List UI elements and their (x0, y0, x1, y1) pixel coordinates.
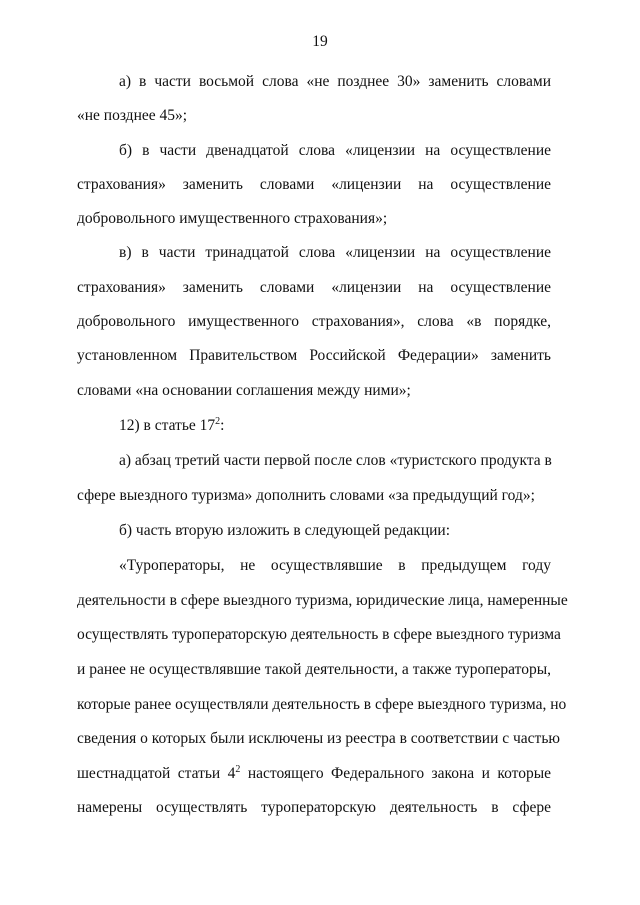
paragraph-b-line-2: страхования» заменить словами «лицензии на осуществление (77, 176, 551, 193)
paragraph-v-line-1: в) в части тринадцатой слова «лицензии на осуществление (119, 244, 551, 261)
item-12-heading (119, 416, 551, 436)
quote-line-6: сведения о которых были исключены из реестра в соответствии с частью (77, 730, 560, 747)
page-number: 19 (312, 33, 328, 50)
quote-line-1: «Туроператоры, не осуществлявшие в предыдущем году (119, 557, 551, 574)
item-12-superscript: 2 (215, 415, 221, 427)
quote-line-2: деятельности в сфере выездного туризма, юридические лица, намеренные (77, 592, 568, 609)
paragraph-v-line-5: словами «на основании соглашения между ними»; (77, 382, 411, 399)
paragraph-b-line-1: б) в части двенадцатой слова «лицензии на осуществление (119, 142, 551, 159)
quote-line-4: и ранее не осуществлявшие такой деятельности, а также туроператоры, (77, 661, 551, 678)
quote-line-7-part-2: настоящего Федерального закона и которые (247, 765, 552, 782)
quote-line-8: намерены осуществлять туроператорскую деятельность в сфере (77, 799, 551, 816)
quote-line-7-part-1: шестнадцатой статьи 4 (77, 765, 236, 782)
item-12-text: 12) в статье 17 (119, 417, 216, 434)
item-12-colon: : (220, 417, 225, 434)
paragraph-b-line-3: добровольного имущественного страхования»; (77, 210, 388, 227)
quote-line-7 (77, 764, 551, 784)
paragraph-12a-line-2: сфере выездного туризма» дополнить словами «за предыдущий год»; (77, 487, 535, 504)
paragraph-12a-line-1: а) абзац третий части первой после слов «туристского продукта в (119, 452, 552, 469)
quote-line-5: которые ранее осуществляли деятельность в сфере выездного туризма, но (77, 696, 567, 713)
paragraph-v-line-3: добровольного имущественного страхования», слова «в порядке, (77, 313, 551, 330)
paragraph-a-line-2: «не позднее 45»; (77, 107, 188, 124)
paragraph-v-line-2: страхования» заменить словами «лицензии на осуществление (77, 279, 551, 296)
quote-line-7-superscript: 2 (235, 763, 241, 775)
paragraph-a-line-1: а) в части восьмой слова «не позднее 30» заменить словами (119, 73, 551, 90)
quote-line-3: осуществлять туроператорскую деятельность в сфере выездного туризма (77, 626, 561, 643)
paragraph-12b-line-1: б) часть вторую изложить в следующей редакции: (119, 522, 451, 539)
paragraph-v-line-4: установленном Правительством Российской Федерации» заменить (77, 347, 551, 364)
